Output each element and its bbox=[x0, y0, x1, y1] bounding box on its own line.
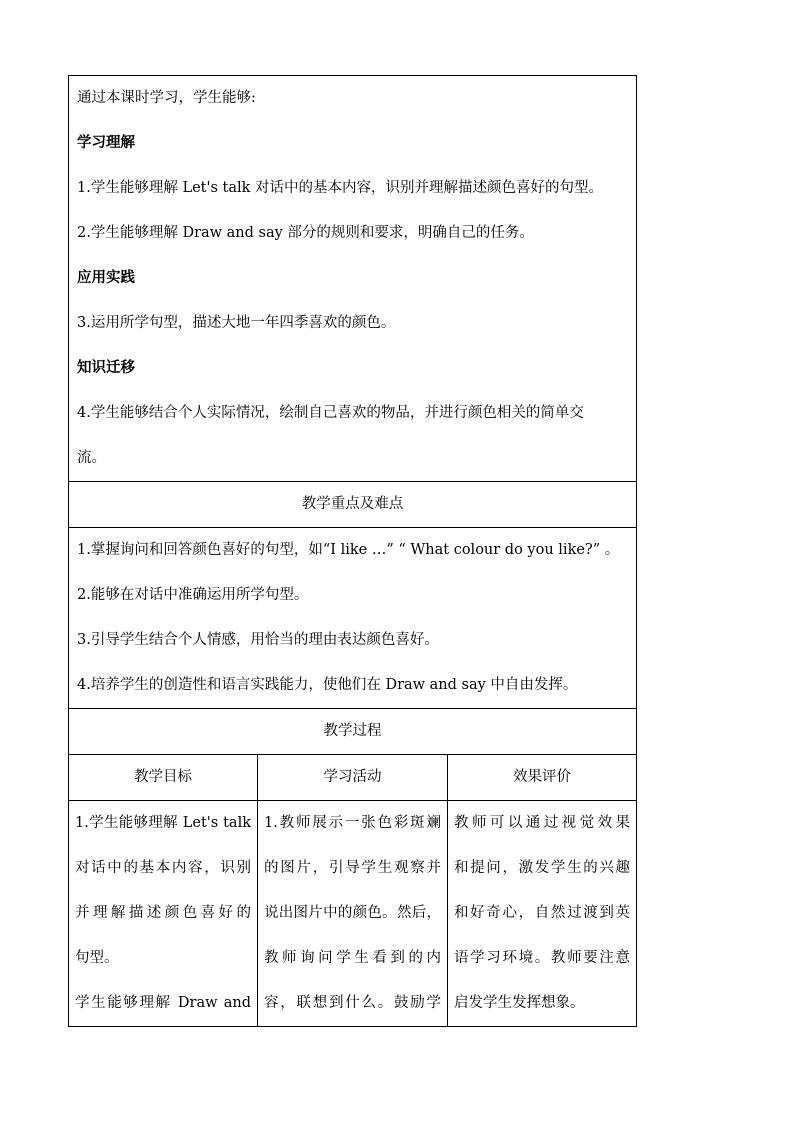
key-point-4: 4.培养学生的创造性和语言实践能力，使他们在 Draw and say 中自由发挥。 bbox=[77, 677, 578, 693]
process-content-row bbox=[69, 801, 637, 1027]
column-header-goal-label: 教学目标 bbox=[134, 769, 192, 785]
key-point-2: 2.能够在对话中准确运用所学句型。 bbox=[77, 587, 309, 603]
evaluation-cell bbox=[448, 801, 637, 1027]
objectives-cell bbox=[69, 76, 637, 482]
column-header-evaluation bbox=[448, 755, 637, 801]
evaluation-line: 和提问，激发学生的兴趣 bbox=[454, 860, 631, 876]
objectives-row bbox=[69, 76, 637, 482]
objectives-intro: 通过本课时学习，学生能够: bbox=[77, 90, 256, 106]
evaluation-line: 教师可以通过视觉效果 bbox=[454, 815, 631, 831]
activity-line: 容，联想到什么。鼓励学 bbox=[264, 995, 441, 1011]
goal-line: 对话中的基本内容，识别 bbox=[75, 860, 251, 876]
goal-line: 句型。 bbox=[75, 950, 119, 966]
column-header-activity bbox=[258, 755, 448, 801]
goal-line: 学生能够理解 Draw and bbox=[75, 995, 251, 1011]
goal-line: 1.学生能够理解 Let's talk bbox=[75, 815, 251, 831]
process-heading-cell bbox=[69, 709, 637, 755]
objective-item-2: 2.学生能够理解 Draw and say 部分的规则和要求，明确自己的任务。 bbox=[77, 225, 534, 241]
activity-line: 教师询问学生看到的内 bbox=[264, 950, 441, 966]
objective-item-4-line2: 流。 bbox=[77, 450, 106, 466]
process-heading-row bbox=[69, 709, 637, 755]
activity-line: 1.教师展示一张色彩斑斓 bbox=[264, 815, 441, 831]
goal-line: 并理解描述颜色喜好的 bbox=[75, 905, 251, 921]
key-points-heading: 教学重点及难点 bbox=[301, 496, 404, 512]
column-header-goal bbox=[69, 755, 258, 801]
practice-heading: 应用实践 bbox=[77, 270, 135, 286]
key-points-row bbox=[69, 528, 637, 709]
objective-item-4-line1: 4.学生能够结合个人实际情况，绘制自己喜欢的物品，并进行颜色相关的简单交 bbox=[77, 405, 584, 421]
activity-line: 说出图片中的颜色。然后， bbox=[264, 905, 441, 921]
key-points-heading-cell bbox=[69, 482, 637, 528]
evaluation-line: 启发学生发挥想象。 bbox=[454, 995, 585, 1011]
goal-cell bbox=[69, 801, 258, 1027]
objective-item-1: 1.学生能够理解 Let's talk 对话中的基本内容，识别并理解描述颜色喜好的句型。 bbox=[77, 180, 604, 196]
objective-item-3: 3.运用所学句型，描述大地一年四季喜欢的颜色。 bbox=[77, 315, 396, 331]
lesson-plan-table bbox=[68, 75, 637, 1027]
column-header-evaluation-label: 效果评价 bbox=[513, 769, 572, 785]
key-points-cell bbox=[69, 528, 637, 709]
activity-line: 的图片，引导学生观察并 bbox=[264, 860, 441, 876]
key-point-1: 1.掌握询问和回答颜色喜好的句型，如“I like …” “ What colour do you like?” 。 bbox=[77, 542, 620, 558]
key-point-3: 3.引导学生结合个人情感，用恰当的理由表达颜色喜好。 bbox=[77, 632, 439, 648]
evaluation-line: 语学习环境。教师要注意 bbox=[454, 950, 631, 966]
activity-cell bbox=[258, 801, 448, 1027]
process-heading: 教学过程 bbox=[323, 723, 382, 739]
column-header-activity-label: 学习活动 bbox=[323, 769, 382, 785]
understanding-heading: 学习理解 bbox=[77, 135, 135, 151]
process-column-header-row bbox=[69, 755, 637, 801]
key-points-heading-row bbox=[69, 482, 637, 528]
evaluation-line: 和好奇心，自然过渡到英 bbox=[454, 905, 631, 921]
transfer-heading: 知识迁移 bbox=[77, 360, 135, 376]
